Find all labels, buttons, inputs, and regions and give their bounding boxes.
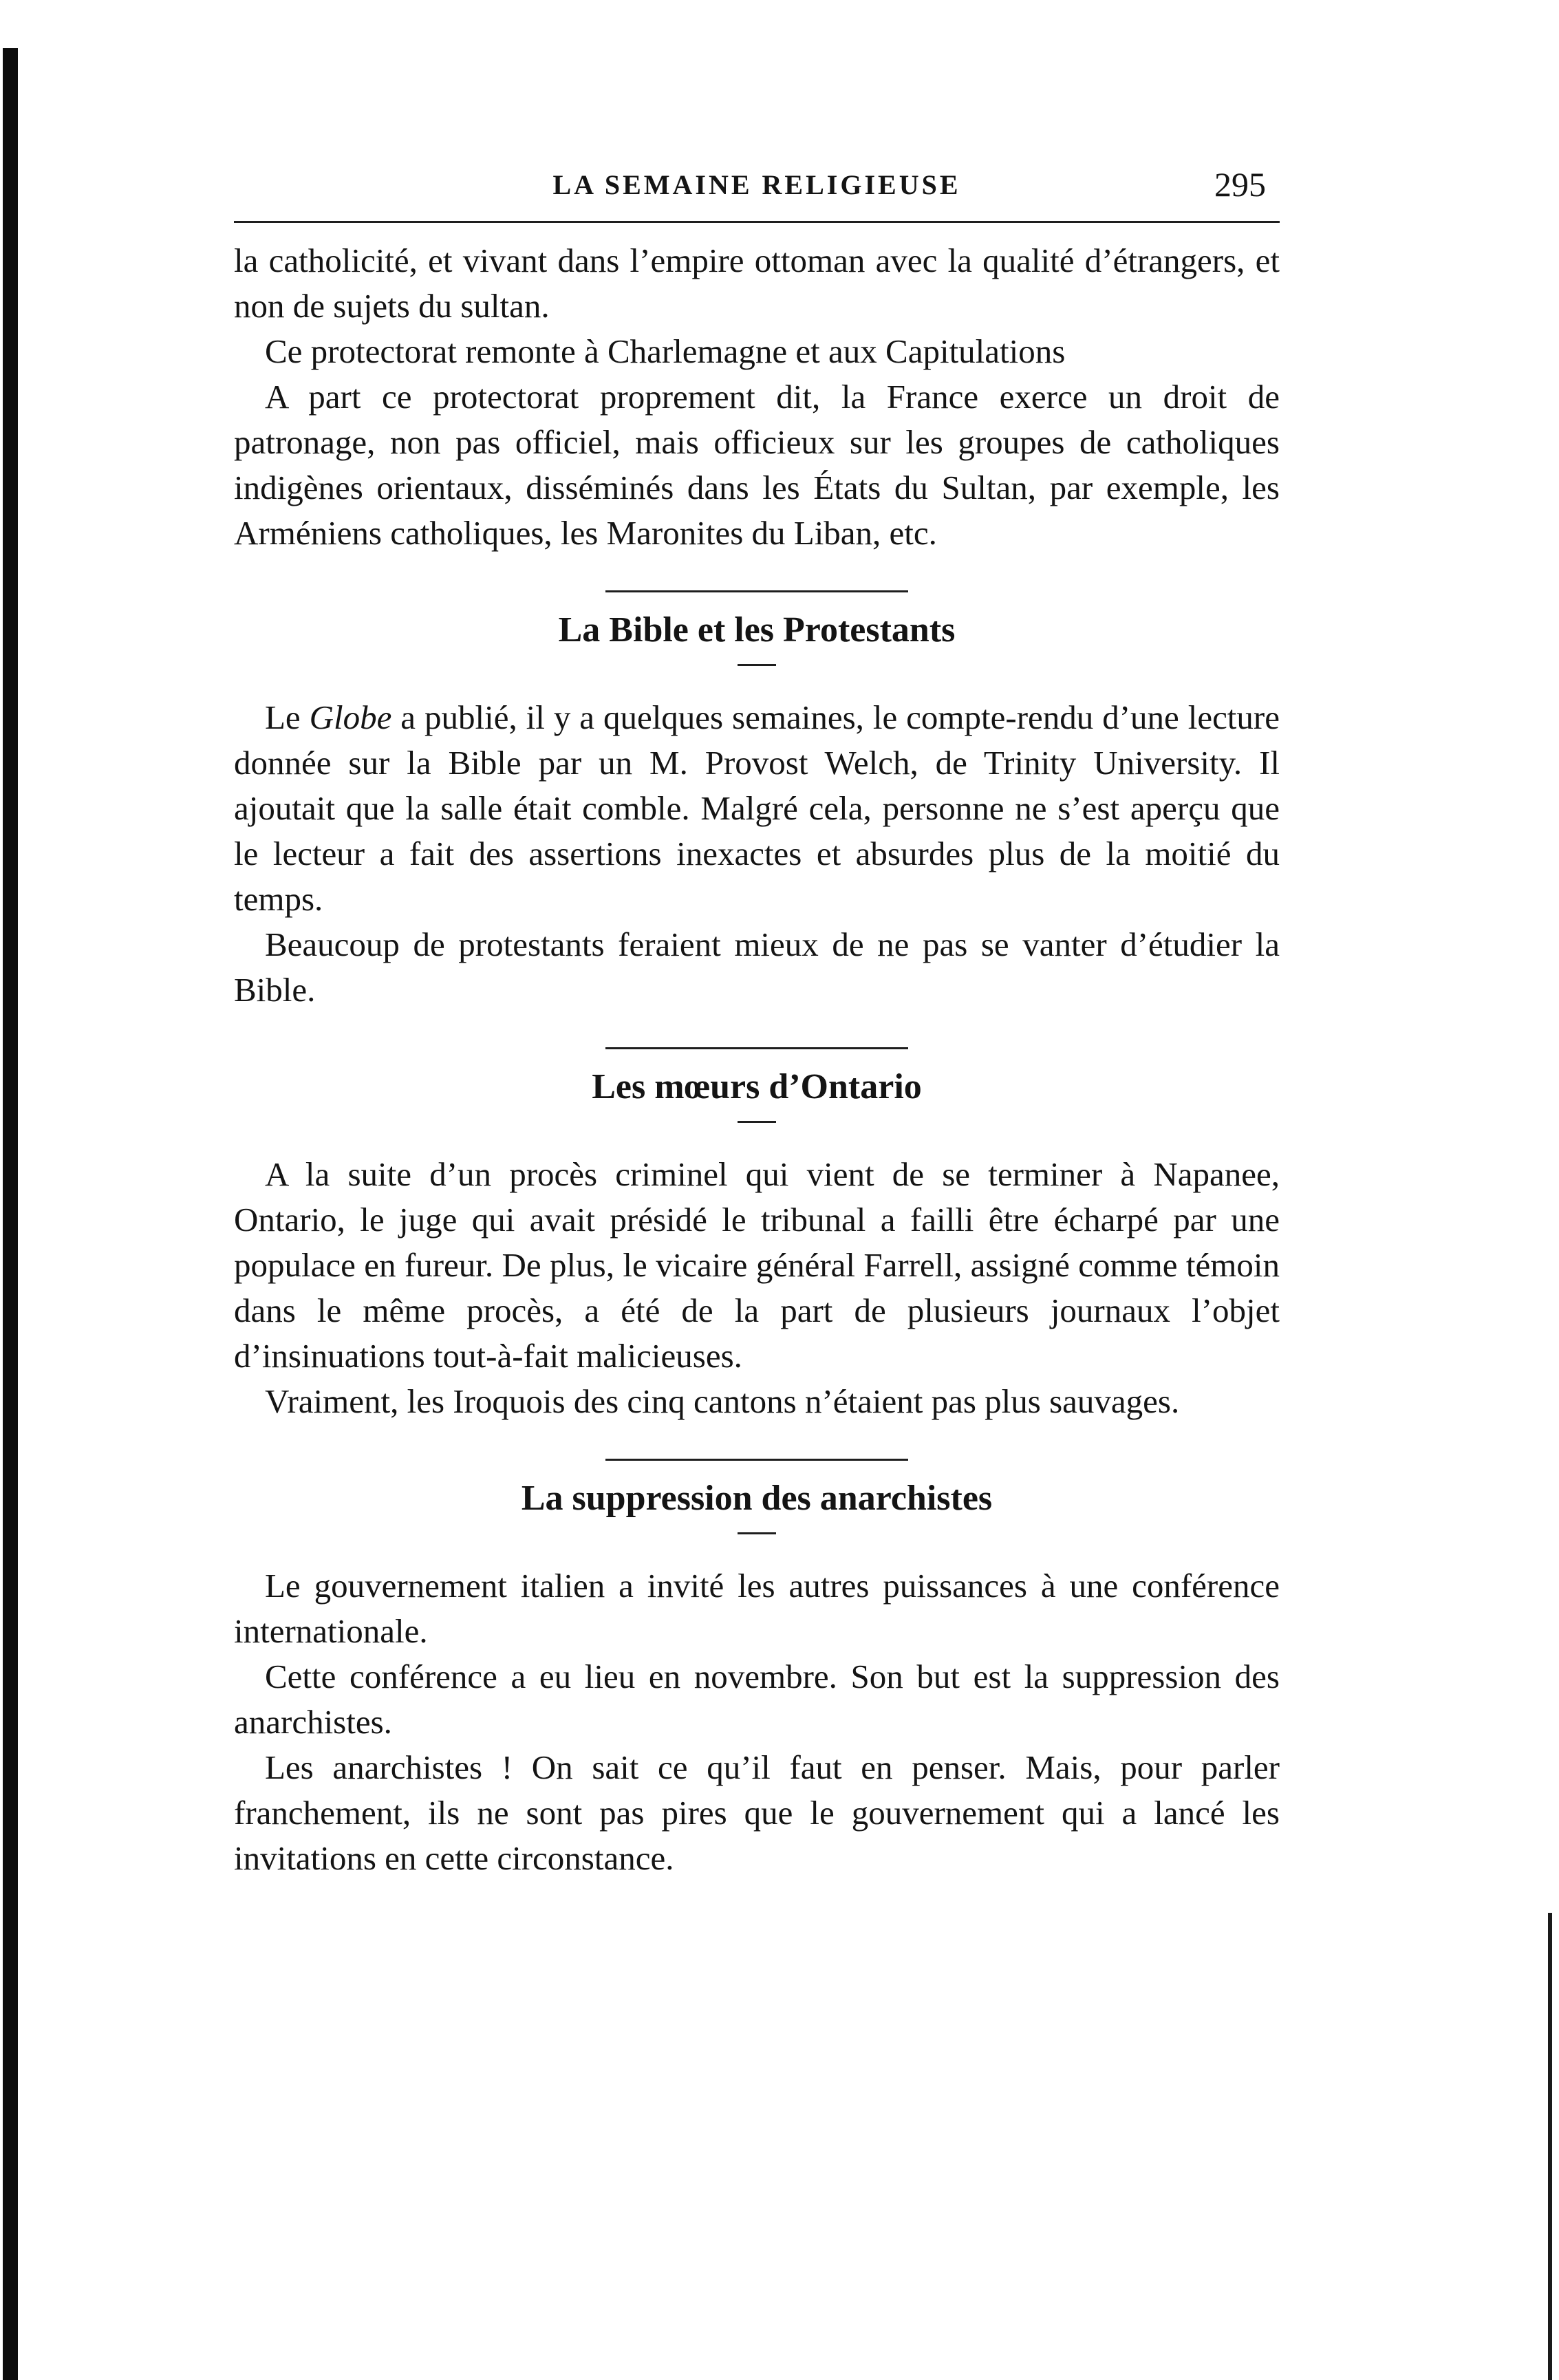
intro-section <box>234 238 1280 556</box>
body-paragraph: Le gouvernement italien a invité les autres puissances à une conférence internationale. <box>234 1567 1280 1650</box>
scan-edge-left <box>3 48 18 2380</box>
title-dash <box>738 664 776 666</box>
intro-paragraph: Ce protectorat remonte à Charlemagne et aux Capitulations <box>265 332 1066 370</box>
text-run: a publié, il y a quelques semaines, le compte-rendu d’une lecture donnée sur la Bible par un M. Provost Welch, de Trinity University. Il ajoutait que la salle était comble. Malgré cela, personne ne s’est aperçu que le lecteur a fait des assertions inexactes et absurdes plus de la moitié du temps. <box>234 698 1280 918</box>
section-divider <box>605 1459 908 1461</box>
page-number: 295 <box>1214 165 1266 204</box>
title-dash <box>738 1532 776 1534</box>
section-ontario <box>234 1047 1280 1424</box>
section-bible <box>234 590 1280 1013</box>
section-anarchistes <box>234 1459 1280 1881</box>
italic-title: Globe <box>309 698 392 736</box>
intro-paragraph: A part ce protectorat proprement dit, la France exerce un droit de patronage, non pas officiel, mais officieux sur les groupes de catholiques indigènes orientaux, disséminés dans les États du Sultan, par exemple, les Arméniens catholiques, les Maronites du Liban, etc. <box>234 378 1280 552</box>
body-paragraph: Cette conférence a eu lieu en novembre. Son but est la suppression des anarchistes. <box>234 1658 1280 1741</box>
body-paragraph: Beaucoup de protestants feraient mieux de ne pas se vanter d’étudier la Bible. <box>234 925 1280 1009</box>
running-header <box>234 155 1280 210</box>
body-paragraph: Les anarchistes ! On sait ce qu’il faut en penser. Mais, pour parler franchement, ils ne sont pas pires que le gouvernement qui a lancé les invitations en cette circonstance. <box>234 1748 1280 1877</box>
body-paragraph: A la suite d’un procès criminel qui vient de se terminer à Napanee, Ontario, le juge qui avait présidé le tribunal a failli être écharpé par une populace en fureur. De plus, le vicaire général Farrell, assigné comme témoin dans le même procès, a été de la part de plusieurs journaux l’objet d’insinuations tout-à-fait malicieuses. <box>234 1155 1280 1375</box>
section-divider <box>605 590 908 592</box>
body-paragraph: Vraiment, les Iroquois des cinq cantons n’étaient pas plus sauvages. <box>265 1382 1180 1420</box>
document-page <box>234 155 1280 1881</box>
scan-edge-right <box>1548 1913 1552 2380</box>
title-dash <box>738 1121 776 1123</box>
section-title: Les mœurs d’Ontario <box>592 1067 922 1106</box>
section-title: La suppression des anarchistes <box>521 1479 993 1518</box>
header-rule <box>234 221 1280 223</box>
intro-paragraph: la catholicité, et vivant dans l’empire ottoman avec la qualité d’étrangers, et non de sujets du sultan. <box>234 242 1280 325</box>
running-title: LA SEMAINE RELIGIEUSE <box>552 169 961 200</box>
section-title: La Bible et les Protestants <box>558 610 956 650</box>
section-divider <box>605 1047 908 1049</box>
text-run: Le <box>265 698 310 736</box>
body-paragraph <box>234 695 1280 922</box>
